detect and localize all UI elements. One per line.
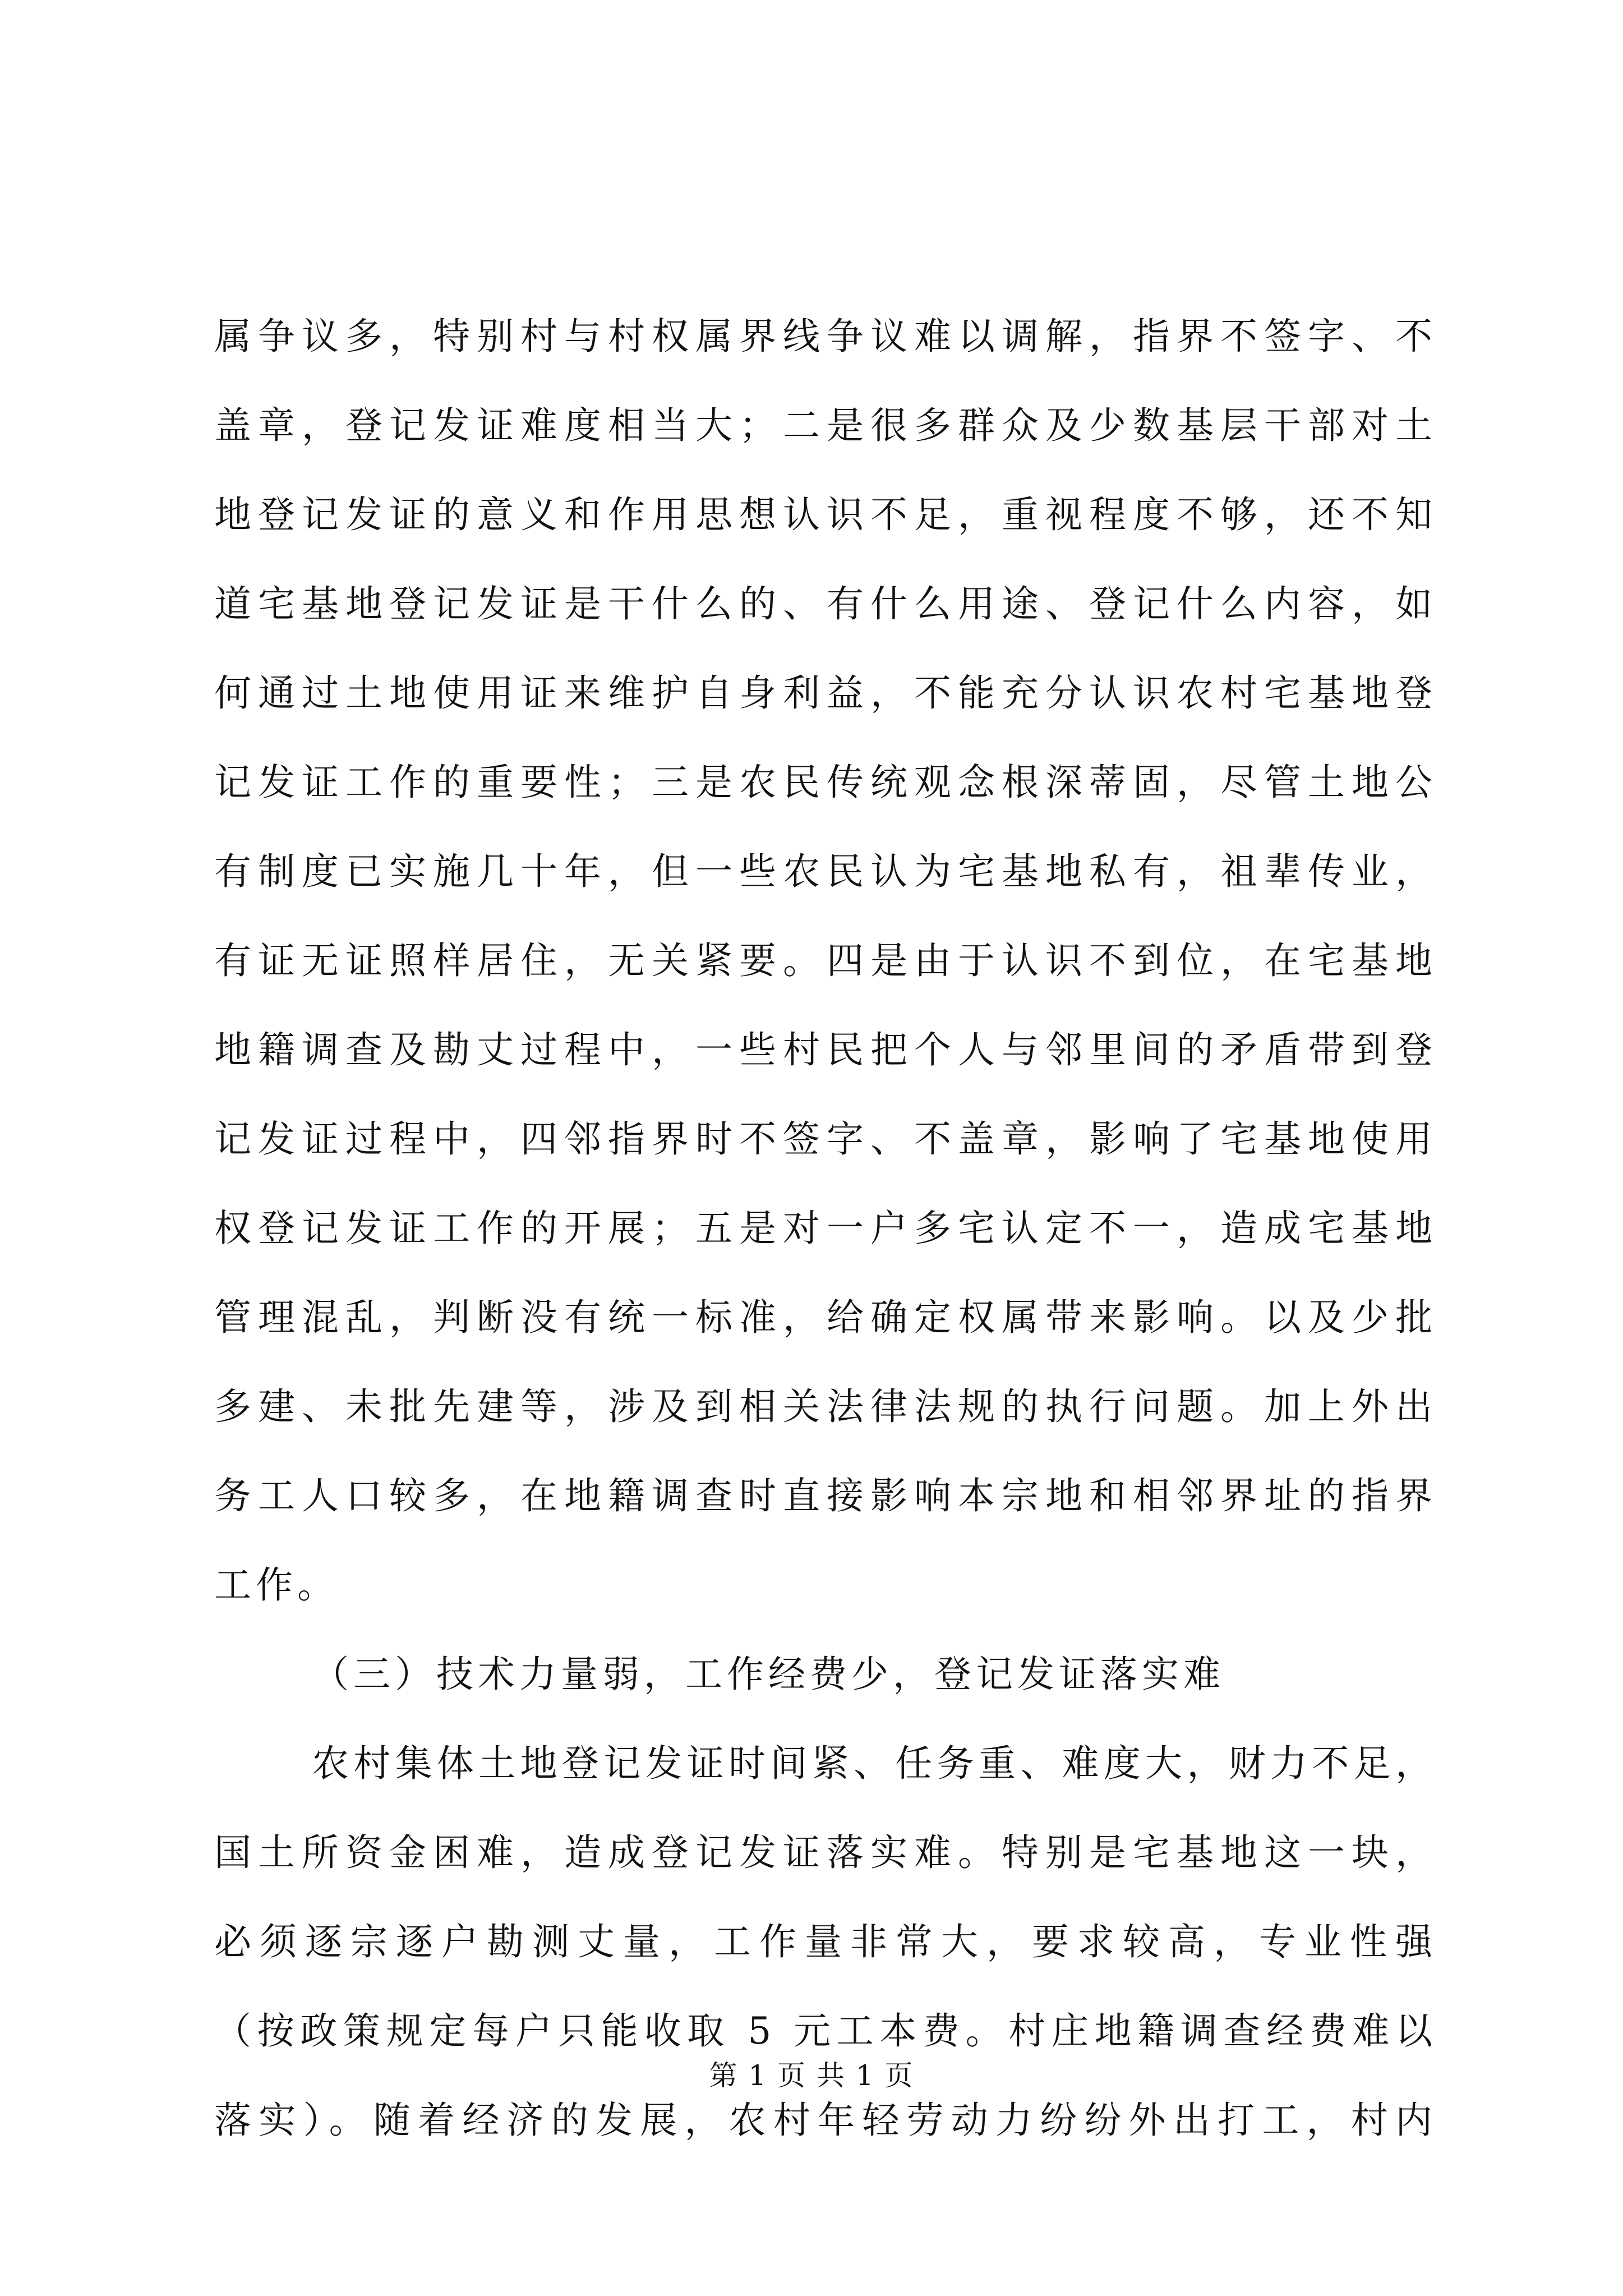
text-line: 道宅基地登记发证是干什么的、有什么用途、登记什么内容，如 [214, 582, 1437, 625]
text-line: 记发证过程中，四邻指界时不签字、不盖章，影响了宅基地使用 [214, 1117, 1437, 1161]
text-line: 何通过土地使用证来维护自身利益，不能充分认识农村宅基地登 [214, 671, 1437, 715]
document-body [214, 292, 1437, 2165]
section-heading: （三）技术力量弱，工作经费少，登记发证落实难 [312, 1653, 1225, 1696]
text-line: 地籍调查及勘丈过程中，一些村民把个人与邻里间的矛盾带到登 [214, 1028, 1437, 1071]
page-footer: 第 1 页 共 1 页 [709, 2059, 914, 2092]
text-line: 管理混乱，判断没有统一标准，给确定权属带来影响。以及少批 [214, 1296, 1437, 1339]
text-line: 多建、未批先建等，涉及到相关法律法规的执行问题。加上外出 [214, 1385, 1437, 1428]
text-line: 工作。 [214, 1563, 339, 1607]
text-line: 必须逐宗逐户勘测丈量，工作量非常大，要求较高，专业性强 [214, 1920, 1437, 1963]
text-line: 属争议多，特别村与村权属界线争议难以调解，指界不签字、不 [214, 315, 1437, 358]
text-line: 记发证工作的重要性；三是农民传统观念根深蒂固，尽管土地公 [214, 761, 1437, 804]
text-line: 有证无证照样居住，无关紧要。四是由于认识不到位，在宅基地 [214, 939, 1437, 982]
text-line: 务工人口较多，在地籍调查时直接影响本宗地和相邻界址的指界 [214, 1474, 1437, 1517]
text-line: （按政策规定每户只能收取 5 元工本费。村庄地籍调查经费难以 [214, 2009, 1437, 2053]
text-line: 权登记发证工作的开展；五是对一户多宅认定不一，造成宅基地 [214, 1207, 1437, 1250]
text-line: 盖章，登记发证难度相当大；二是很多群众及少数基层干部对土 [214, 404, 1437, 447]
text-line: 地登记发证的意义和作用思想认识不足，重视程度不够，还不知 [214, 493, 1437, 536]
text-line: 有制度已实施几十年，但一些农民认为宅基地私有，祖辈传业， [214, 850, 1437, 893]
text-line: 农村集体土地登记发证时间紧、任务重、难度大，财力不足， [312, 1742, 1437, 1785]
text-line: 落实）。随着经济的发展，农村年轻劳动力纷纷外出打工，村内 [214, 2099, 1437, 2142]
text-line: 国土所资金困难，造成登记发证落实难。特别是宅基地这一块， [214, 1831, 1437, 1874]
